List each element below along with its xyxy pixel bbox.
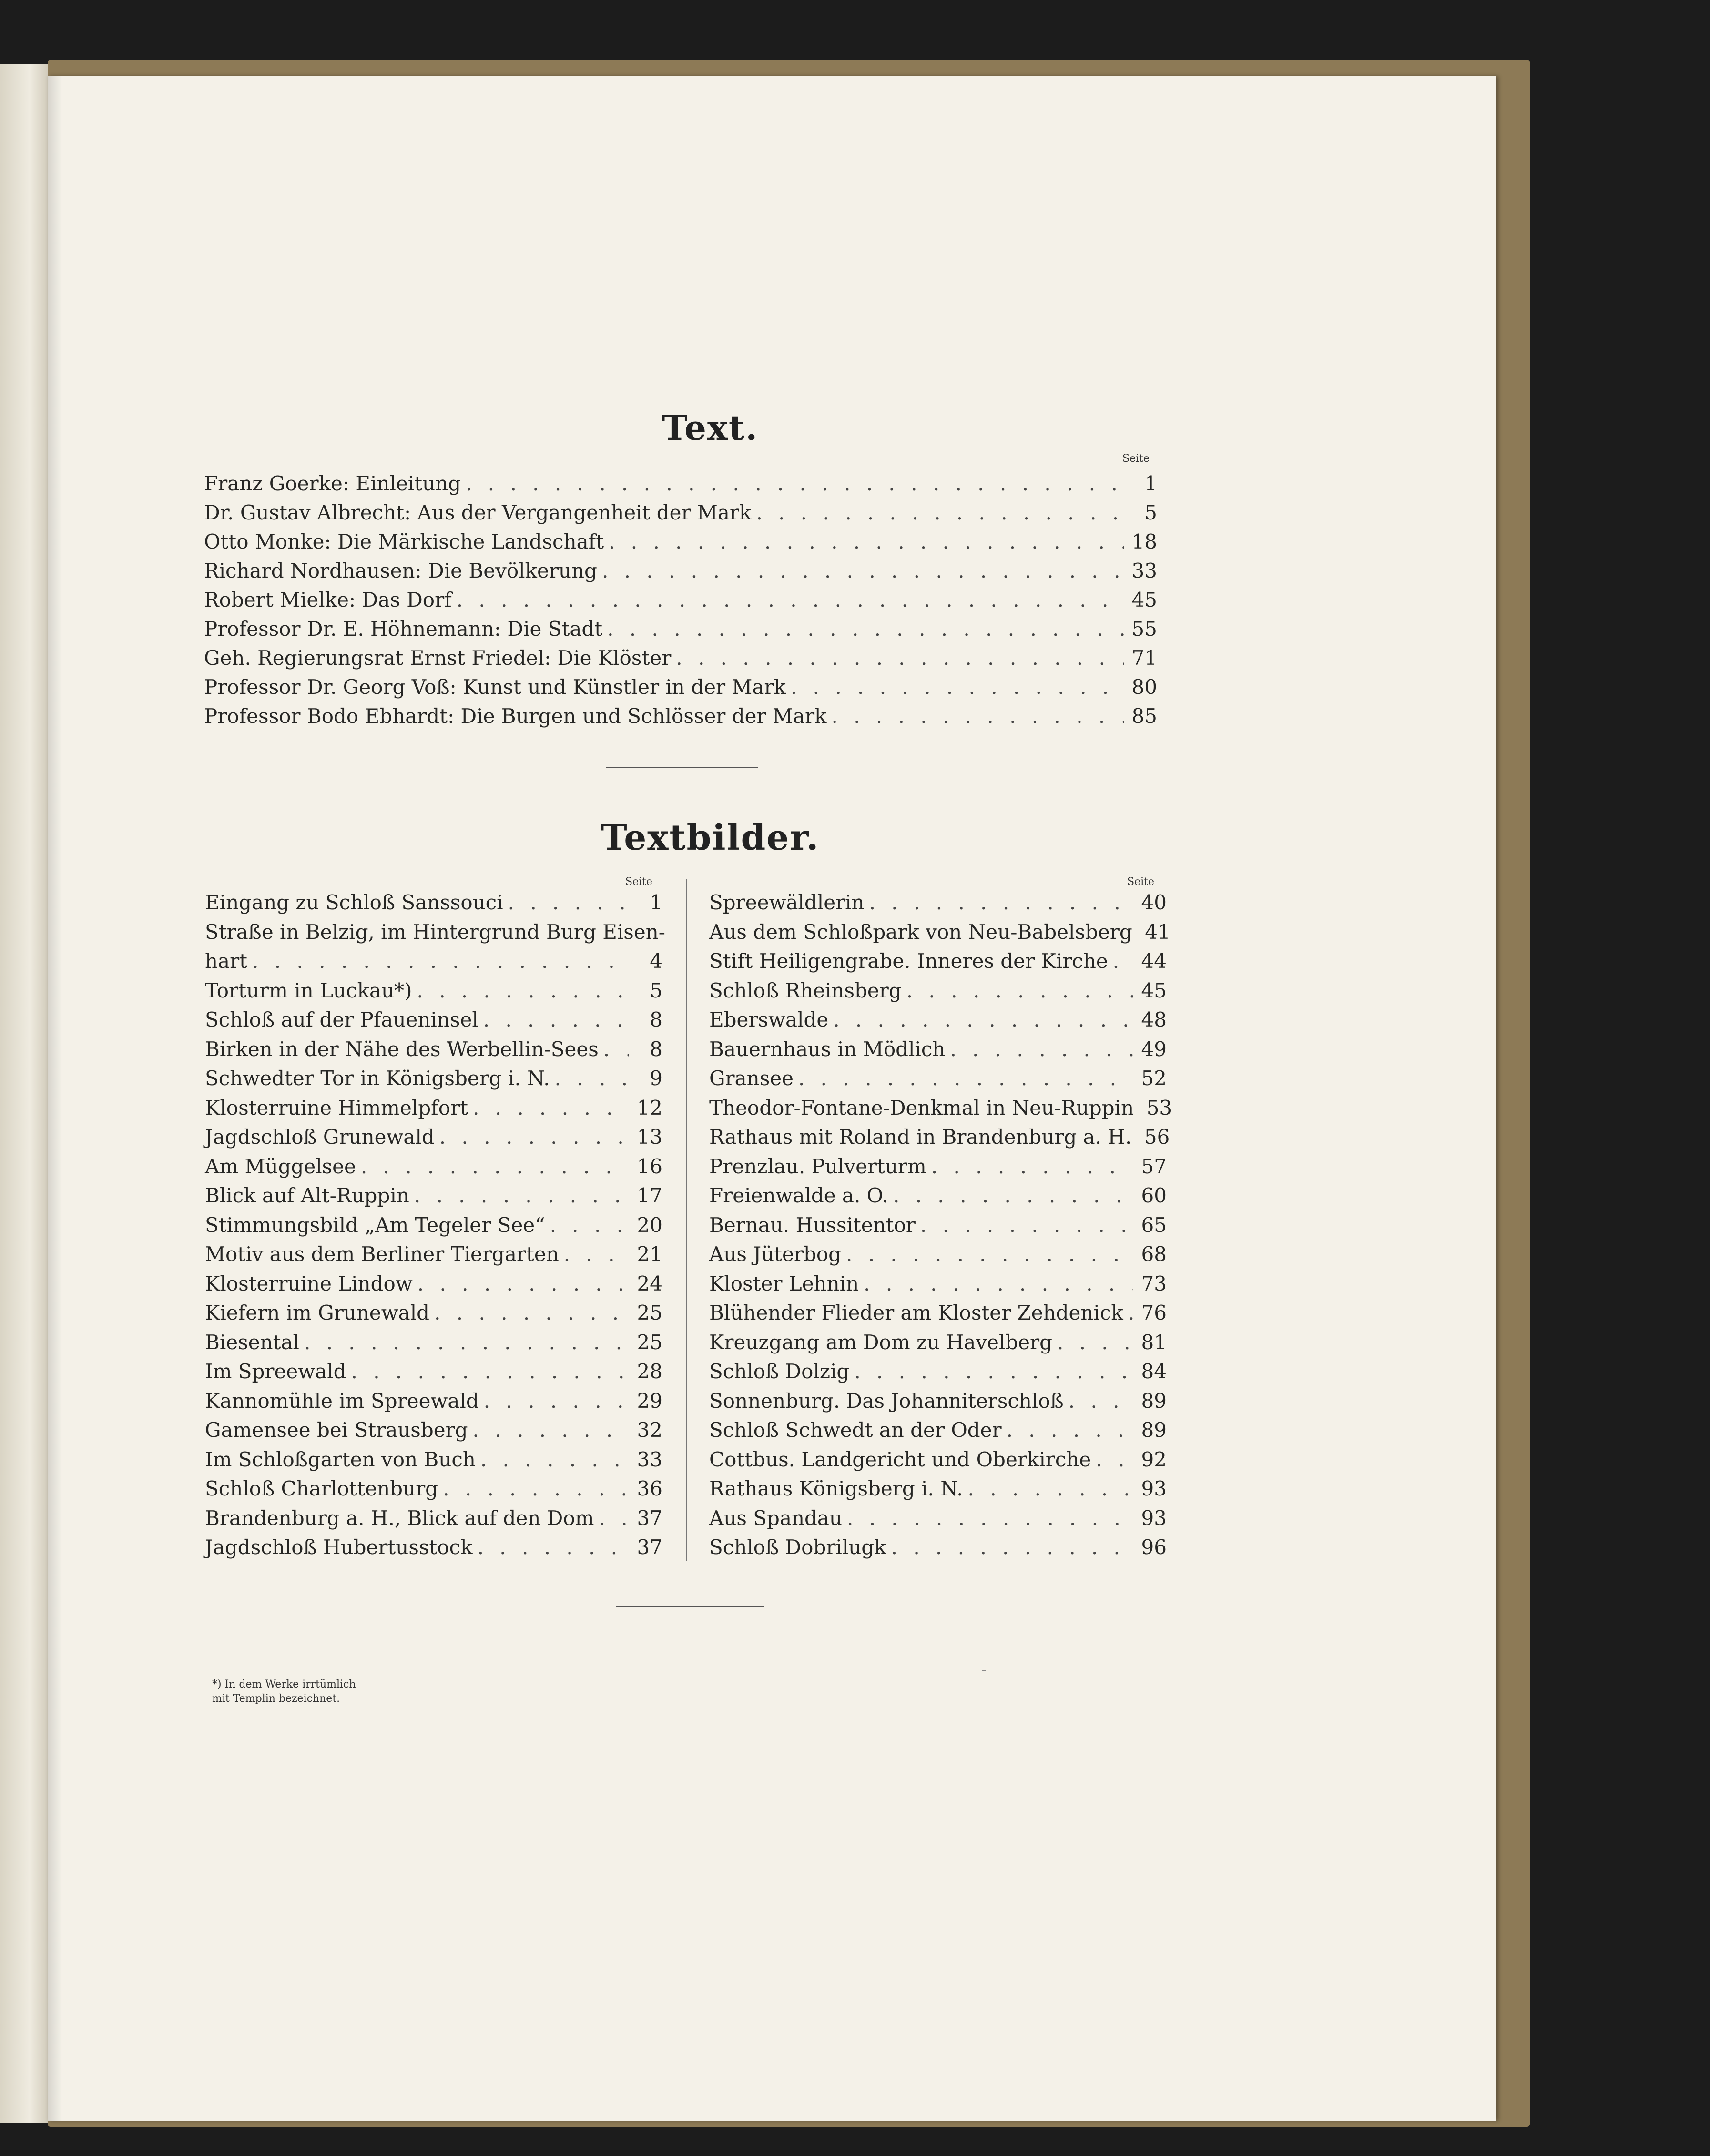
dot-leader xyxy=(484,1387,629,1415)
column-divider xyxy=(686,879,687,1561)
toc-entry xyxy=(205,1035,662,1064)
dot-leader xyxy=(798,1064,1133,1093)
toc-entry-page: 16 xyxy=(637,1154,662,1178)
toc-entry-title: Klosterruine Lindow xyxy=(205,1271,413,1295)
toc-entry xyxy=(205,976,662,1005)
toc-entry-page: 12 xyxy=(637,1096,662,1119)
toc-entry-title: Stift Heiligengrabe. Inneres der Kirche xyxy=(709,949,1108,973)
toc-entry-title: Eingang zu Schloß Sanssouci xyxy=(205,891,503,914)
toc-entry-title: Brandenburg a. H., Blick auf den Dom xyxy=(205,1506,594,1530)
dot-leader xyxy=(602,557,1124,585)
toc-entry-title: Kiefern im Grunewald xyxy=(205,1301,430,1324)
toc-entry-page: 5 xyxy=(650,978,662,1002)
textbilder-heading: Textbilder. xyxy=(601,817,820,858)
toc-entry-page: 49 xyxy=(1141,1037,1167,1061)
dot-leader xyxy=(791,673,1124,702)
toc-entry-title: Robert Mielke: Das Dorf xyxy=(204,588,452,611)
toc-entry-page: 68 xyxy=(1141,1242,1167,1266)
toc-entry-page: 32 xyxy=(637,1418,662,1442)
toc-entry-title: Prenzlau. Pulverturm xyxy=(709,1154,926,1178)
toc-entry xyxy=(205,1504,662,1533)
toc-entry-page: 5 xyxy=(1144,501,1157,524)
dot-leader xyxy=(304,1328,629,1357)
toc-entry-title: Professor Dr. E. Höhnemann: Die Stadt xyxy=(204,617,603,641)
toc-entry-page: 55 xyxy=(1131,617,1157,641)
toc-entry-page: 24 xyxy=(637,1271,662,1295)
toc-entry xyxy=(204,528,1157,556)
dot-leader xyxy=(439,1123,629,1151)
dot-leader xyxy=(864,1270,1133,1298)
toc-entry-page: 65 xyxy=(1141,1213,1167,1237)
toc-entry-title: Am Müggelsee xyxy=(205,1154,356,1178)
toc-entry-page: 18 xyxy=(1131,530,1157,553)
toc-entry xyxy=(205,918,665,946)
dot-leader xyxy=(508,888,629,917)
dot-leader xyxy=(478,1533,629,1562)
dot-leader xyxy=(869,888,1133,917)
toc-entry-title: Biesental xyxy=(205,1330,299,1354)
toc-entry-page: 89 xyxy=(1141,1389,1167,1413)
toc-entry-page: 44 xyxy=(1141,949,1167,973)
dot-leader xyxy=(891,1533,1133,1562)
toc-entry xyxy=(709,888,1167,917)
divider-top xyxy=(606,767,758,768)
toc-entry xyxy=(709,1475,1167,1503)
toc-entry-title: Spreewäldlerin xyxy=(709,891,865,914)
toc-entry xyxy=(709,1357,1167,1386)
toc-entry xyxy=(205,1064,662,1093)
toc-entry xyxy=(709,1181,1167,1210)
dot-leader xyxy=(676,644,1124,672)
toc-entry-page: 33 xyxy=(637,1447,662,1471)
toc-entry-title: Aus dem Schloßpark von Neu-Babelsberg xyxy=(709,920,1132,944)
dot-leader xyxy=(555,1064,629,1093)
toc-entry xyxy=(709,1094,1172,1122)
toc-entry-page: 37 xyxy=(637,1506,662,1530)
toc-entry xyxy=(709,1387,1167,1415)
toc-entry-title: Geh. Regierungsrat Ernst Friedel: Die Klöster xyxy=(204,646,672,670)
toc-entry-page: 4 xyxy=(650,949,662,973)
toc-entry xyxy=(204,469,1157,498)
toc-entry xyxy=(709,1123,1170,1151)
text-heading: Text. xyxy=(662,407,759,448)
toc-entry xyxy=(204,702,1157,731)
toc-entry xyxy=(709,1270,1167,1298)
dot-leader xyxy=(550,1211,629,1240)
toc-entry-title: Aus Jüterbog xyxy=(709,1242,842,1266)
toc-entry xyxy=(709,1533,1167,1562)
toc-entry-page: 85 xyxy=(1131,704,1157,728)
toc-entry xyxy=(205,1533,662,1562)
toc-entry-page: 17 xyxy=(637,1184,662,1207)
toc-entry-page: 52 xyxy=(1141,1067,1167,1090)
toc-entry-page: 53 xyxy=(1146,1096,1172,1119)
dot-leader xyxy=(599,1504,629,1533)
dot-leader xyxy=(920,1211,1133,1240)
toc-entry-page: 93 xyxy=(1141,1477,1167,1500)
toc-entry xyxy=(205,1123,662,1151)
toc-entry-page: 80 xyxy=(1131,675,1157,699)
toc-entry-page: 48 xyxy=(1141,1008,1167,1031)
dot-leader xyxy=(609,528,1124,556)
dot-leader xyxy=(466,469,1124,498)
toc-entry xyxy=(204,644,1157,672)
toc-entry xyxy=(204,673,1157,702)
toc-entry xyxy=(205,1240,662,1269)
toc-entry-title: Stimmungsbild „Am Tegeler See“ xyxy=(205,1213,545,1237)
toc-entry-page: 37 xyxy=(637,1536,662,1559)
toc-entry xyxy=(709,1035,1167,1064)
toc-entry-page: 45 xyxy=(1141,978,1167,1002)
toc-entry xyxy=(204,498,1157,527)
toc-entry-page: 84 xyxy=(1141,1360,1167,1383)
toc-entry xyxy=(709,1416,1167,1444)
toc-entry-title: Bernau. Hussitentor xyxy=(709,1213,916,1237)
toc-entry-page: 1 xyxy=(1144,472,1157,495)
dot-leader xyxy=(831,702,1124,731)
toc-entry xyxy=(205,1181,662,1210)
left-page xyxy=(0,64,50,2123)
dot-leader xyxy=(564,1240,629,1269)
toc-entry xyxy=(709,918,1171,946)
dot-leader xyxy=(351,1357,629,1386)
toc-entry-title: Theodor-Fontane-Denkmal in Neu-Ruppin xyxy=(709,1096,1134,1119)
toc-entry xyxy=(204,557,1157,585)
toc-entry-page: 13 xyxy=(637,1125,662,1149)
toc-entry-title: Kannomühle im Spreewald xyxy=(205,1389,479,1413)
toc-entry-title: Schloß Schwedt an der Oder xyxy=(709,1418,1002,1442)
toc-entry-title: Schloß Charlottenburg xyxy=(205,1477,438,1500)
toc-entry-title: Schwedter Tor in Königsberg i. N. xyxy=(205,1067,550,1090)
toc-entry-title: Straße in Belzig, im Hintergrund Burg Eisen- xyxy=(205,920,665,944)
toc-entry-page: 1 xyxy=(650,891,662,914)
toc-entry-page: 25 xyxy=(637,1330,662,1354)
toc-entry-title: Klosterruine Himmelpfort xyxy=(205,1096,468,1119)
dot-leader xyxy=(846,1240,1133,1269)
toc-entry-page: 28 xyxy=(637,1360,662,1383)
toc-entry-title: Cottbus. Landgericht und Oberkirche xyxy=(709,1447,1091,1471)
dot-leader xyxy=(833,1006,1133,1034)
toc-entry xyxy=(205,1211,662,1240)
dot-leader xyxy=(603,1035,629,1064)
toc-entry-title: Professor Dr. Georg Voß: Kunst und Künstler in der Mark xyxy=(204,675,786,699)
toc-entry xyxy=(204,615,1157,643)
toc-entry-title: Bauernhaus in Mödlich xyxy=(709,1037,946,1061)
toc-entry-title: Schloß auf der Pfaueninsel xyxy=(205,1008,478,1031)
toc-entry xyxy=(709,1211,1167,1240)
toc-entry-page: 8 xyxy=(650,1037,662,1061)
toc-entry-title: Im Spreewald xyxy=(205,1360,346,1383)
dot-leader xyxy=(1057,1328,1133,1357)
toc-entry-page: 73 xyxy=(1141,1271,1167,1295)
toc-entry-title: Gamensee bei Strausberg xyxy=(205,1418,468,1442)
toc-entry xyxy=(205,1328,662,1357)
toc-entry-title: Jagdschloß Hubertusstock xyxy=(205,1536,473,1559)
toc-entry-page: 45 xyxy=(1131,588,1157,611)
toc-entry xyxy=(709,1445,1167,1474)
textbilder-seite-right: Seite xyxy=(1127,876,1154,888)
toc-entry-title: Sonnenburg. Das Johanniterschloß xyxy=(709,1389,1064,1413)
toc-entry-page: 93 xyxy=(1141,1506,1167,1530)
toc-entry-page: 21 xyxy=(637,1242,662,1266)
dot-leader xyxy=(483,1006,629,1034)
toc-entry xyxy=(205,947,662,976)
toc-entry-title: Birken in der Nähe des Werbellin-Sees xyxy=(205,1037,599,1061)
toc-entry-title: Kreuzgang am Dom zu Havelberg xyxy=(709,1330,1052,1354)
toc-entry-page: 29 xyxy=(637,1389,662,1413)
text-seite-label: Seite xyxy=(1122,453,1150,465)
toc-entry-title: Schloß Rheinsberg xyxy=(709,978,902,1002)
toc-entry-page: 60 xyxy=(1141,1184,1167,1207)
toc-entry-title: Otto Monke: Die Märkische Landschaft xyxy=(204,530,604,553)
toc-entry-title: Franz Goerke: Einleitung xyxy=(204,472,461,495)
toc-entry xyxy=(205,1387,662,1415)
dot-leader xyxy=(417,1270,629,1298)
toc-entry-title: Freienwalde a. O. xyxy=(709,1184,888,1207)
toc-entry-page: 25 xyxy=(637,1301,662,1324)
stray-mark xyxy=(982,1670,986,1671)
gutter-shadow xyxy=(48,76,62,2121)
toc-entry xyxy=(204,586,1157,614)
dot-leader xyxy=(457,586,1124,614)
toc-entry-title: hart xyxy=(205,949,248,973)
textbilder-seite-left: Seite xyxy=(625,876,652,888)
dot-leader xyxy=(480,1445,629,1474)
toc-entry xyxy=(205,1094,662,1122)
toc-entry xyxy=(709,1299,1167,1327)
dot-leader xyxy=(417,976,629,1005)
dot-leader xyxy=(414,1181,629,1210)
toc-entry xyxy=(205,1299,662,1327)
toc-entry-title: Rathaus mit Roland in Brandenburg a. H. xyxy=(709,1125,1132,1149)
toc-entry-page: 40 xyxy=(1141,891,1167,914)
toc-entry-title: Gransee xyxy=(709,1067,794,1090)
toc-entry xyxy=(205,1416,662,1444)
dot-leader xyxy=(847,1504,1133,1533)
dot-leader xyxy=(893,1181,1133,1210)
toc-entry-title: Professor Bodo Ebhardt: Die Burgen und Schlösser der Mark xyxy=(204,704,827,728)
dot-leader xyxy=(1007,1416,1133,1444)
toc-entry-page: 33 xyxy=(1131,559,1157,582)
toc-entry-title: Eberswalde xyxy=(709,1008,829,1031)
toc-entry xyxy=(205,888,662,917)
toc-entry xyxy=(709,1504,1167,1533)
toc-entry-title: Blick auf Alt-Ruppin xyxy=(205,1184,409,1207)
dot-leader xyxy=(1096,1445,1133,1474)
toc-entry-page: 20 xyxy=(637,1213,662,1237)
toc-entry-page: 8 xyxy=(650,1008,662,1031)
toc-entry xyxy=(205,1152,662,1181)
toc-entry-page: 81 xyxy=(1141,1330,1167,1354)
toc-entry-title: Kloster Lehnin xyxy=(709,1271,859,1295)
toc-entry xyxy=(205,1357,662,1386)
footnote: *) In dem Werke irrtümlich mit Templin bezeichnet. xyxy=(212,1678,356,1705)
dot-leader xyxy=(1069,1387,1133,1415)
toc-entry-title: Motiv aus dem Berliner Tiergarten xyxy=(205,1242,559,1266)
dot-leader xyxy=(473,1416,629,1444)
toc-entry-page: 57 xyxy=(1141,1154,1167,1178)
divider-bottom xyxy=(616,1606,764,1607)
toc-entry xyxy=(709,947,1167,976)
toc-entry xyxy=(709,1064,1167,1093)
toc-entry xyxy=(709,1006,1167,1034)
toc-entry-page: 92 xyxy=(1141,1447,1167,1471)
dot-leader xyxy=(434,1299,629,1327)
toc-entry-title: Rathaus Königsberg i. N. xyxy=(709,1477,963,1500)
dot-leader xyxy=(756,498,1124,527)
toc-entry-title: Im Schloßgarten von Buch xyxy=(205,1447,476,1471)
toc-entry-page: 56 xyxy=(1144,1125,1170,1149)
toc-entry-page: 41 xyxy=(1145,920,1171,944)
dot-leader xyxy=(1113,947,1133,976)
toc-entry xyxy=(709,1328,1167,1357)
toc-entry-page: 9 xyxy=(650,1067,662,1090)
toc-entry-page: 71 xyxy=(1131,646,1157,670)
dot-leader xyxy=(950,1035,1133,1064)
dot-leader xyxy=(906,976,1133,1005)
toc-entry xyxy=(709,976,1167,1005)
toc-entry xyxy=(709,1240,1167,1269)
dot-leader xyxy=(473,1094,629,1122)
toc-entry-page: 76 xyxy=(1141,1301,1167,1324)
dot-leader xyxy=(968,1475,1133,1503)
toc-entry-title: Schloß Dobrilugk xyxy=(709,1536,886,1559)
dot-leader xyxy=(607,615,1124,643)
toc-entry-title: Torturm in Luckau*) xyxy=(205,978,412,1002)
toc-entry xyxy=(205,1270,662,1298)
toc-entry-title: Jagdschloß Grunewald xyxy=(205,1125,435,1149)
dot-leader xyxy=(252,947,629,976)
dot-leader xyxy=(931,1152,1133,1181)
toc-entry-title: Blühender Flieder am Kloster Zehdenick xyxy=(709,1301,1123,1324)
dot-leader xyxy=(443,1475,629,1503)
dot-leader xyxy=(854,1357,1133,1386)
toc-entry xyxy=(205,1006,662,1034)
dot-leader xyxy=(1128,1299,1133,1327)
toc-entry xyxy=(709,1152,1167,1181)
dot-leader xyxy=(361,1152,629,1181)
toc-entry xyxy=(205,1475,662,1503)
toc-entry-page: 36 xyxy=(637,1477,662,1500)
toc-entry xyxy=(205,1445,662,1474)
toc-entry-title: Dr. Gustav Albrecht: Aus der Vergangenheit der Mark xyxy=(204,501,752,524)
toc-entry-title: Aus Spandau xyxy=(709,1506,843,1530)
toc-entry-page: 89 xyxy=(1141,1418,1167,1442)
toc-entry-page: 96 xyxy=(1141,1536,1167,1559)
toc-entry-title: Richard Nordhausen: Die Bevölkerung xyxy=(204,559,597,582)
toc-entry-title: Schloß Dolzig xyxy=(709,1360,850,1383)
